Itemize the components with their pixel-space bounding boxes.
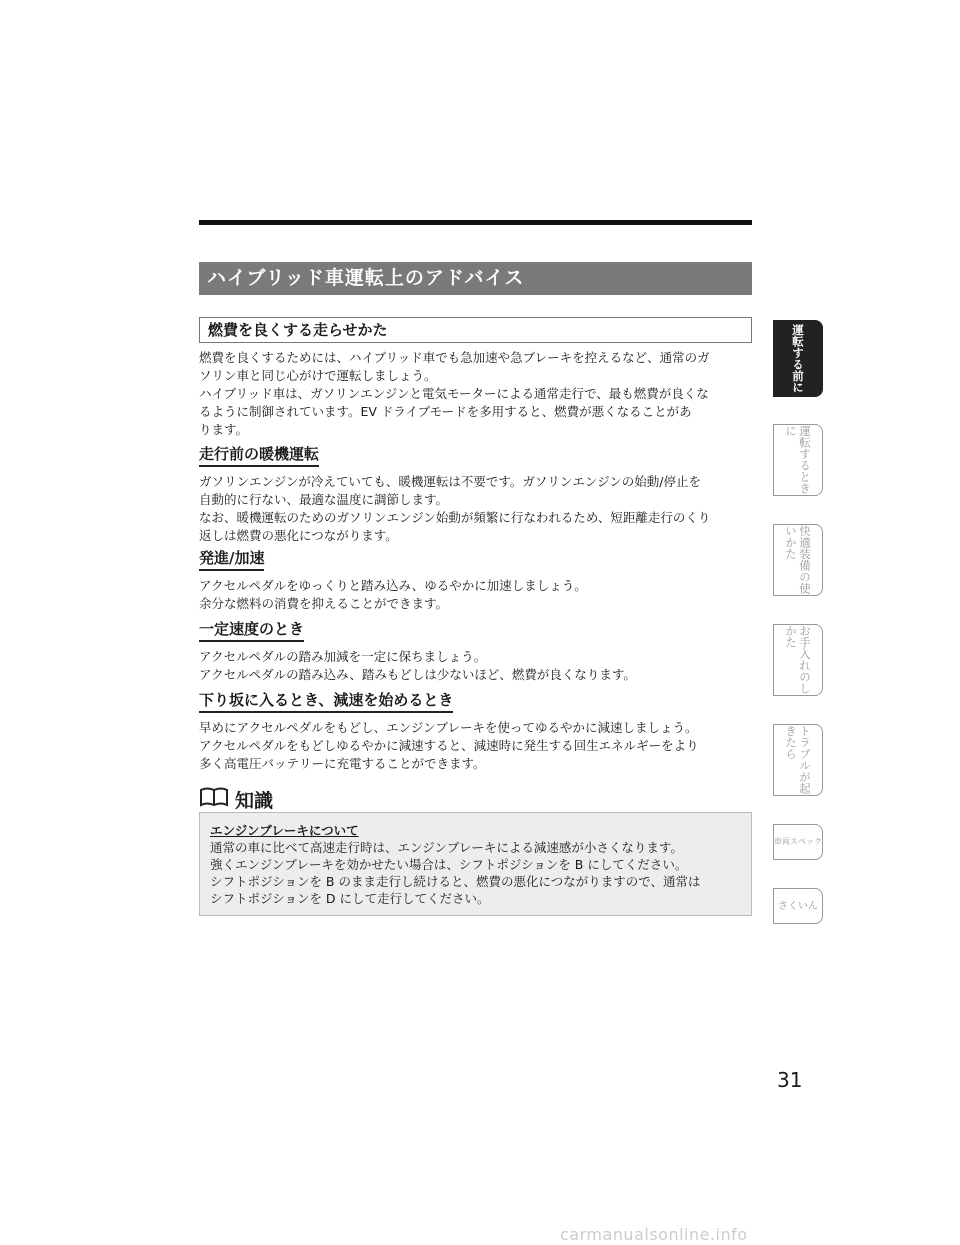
knowledge-line: シフトポジションを B のまま走行し続けると、燃費の悪化につながりますので、通常は [210,874,701,889]
topic-body-decel [199,719,759,773]
body-line: なお、暖機運転のためのガソリンエンジン始動が頻繁に行なわれるため、短距離走行のくり [199,510,711,525]
body-line: アクセルペダルをゆっくりと踏み込み、ゆるやかに加速しましょう。 [199,578,587,593]
intro-line: ソリン車と同じ心がけで運転しましょう。 [199,368,437,383]
subsection-title: 燃費を良くする走らせかた [199,317,752,343]
body-line: 返しは燃費の悪化につながります。 [199,528,398,543]
body-line: 自動的に行ない、最適な温度に調節します。 [199,492,449,507]
knowledge-title [199,786,273,813]
tab-index[interactable]: さくいん [773,888,823,924]
topic-heading-start: 発進/加速 [199,548,264,571]
tab-before-driving[interactable]: 運転する前に [773,320,823,397]
tab-troubleshooting[interactable]: トラブルが起きたら [773,724,823,796]
body-line: 多く高電圧バッテリーに充電することができます。 [199,756,486,771]
topic-heading-decel: 下り坂に入るとき、減速を始めるとき [199,690,453,713]
topic-body-cruise [199,648,759,684]
intro-line: るように制御されています。EV ドライブモードを多用すると、燃費が悪くなることがあ [199,404,692,419]
knowledge-line: シフトポジションを D にして走行してください。 [210,891,490,906]
book-icon [199,786,229,813]
topic-heading-cruise: 一定速度のとき [199,619,304,642]
body-line: アクセルペダルをもどしゆるやかに減速すると、減速時に発生する回生エネルギーをより [199,738,699,753]
body-line: アクセルペダルの踏み込み、踏みもどしは少ないほど、燃費が良くなります。 [199,667,636,682]
section-title: ハイブリッド車運転上のアドバイス [199,262,752,295]
intro-line: ハイブリッド車は、ガソリンエンジンと電気モーターによる通常走行で、最も燃費が良くな [199,386,709,401]
body-line: アクセルペダルの踏み加減を一定に保ちましょう。 [199,649,487,664]
tab-specifications[interactable]: 車両スペック [773,824,823,860]
intro-line: ります。 [199,422,249,437]
footer-watermark: carmanualsonline.info [560,1225,748,1244]
body-line: 余分な燃料の消費を抑えることができます。 [199,596,449,611]
body-line: 早めにアクセルペダルをもどし、エンジンブレーキを使ってゆるやかに減速しましょう。 [199,720,698,735]
knowledge-heading: エンジンブレーキについて [210,823,359,838]
topic-heading-warmup: 走行前の暖機運転 [199,444,319,467]
page-number: 31 [777,1068,803,1092]
tab-while-driving[interactable]: 運転するときに [773,424,823,496]
knowledge-line: 通常の車に比べて高速走行時は、エンジンブレーキによる減速感が小さくなります。 [210,840,683,855]
intro-line: 燃費を良くするためには、ハイブリッド車でも急加速や急ブレーキを控えるなど、通常のガ [199,350,710,365]
body-line: ガソリンエンジンが冷えていても、暖機運転は不要です。ガソリンエンジンの始動/停止を [199,474,701,489]
tab-comfort-equipment[interactable]: 快適装備の使いかた [773,524,823,596]
knowledge-label: 知識 [235,790,274,812]
tab-maintenance[interactable]: お手入れのしかた [773,624,823,696]
intro-paragraph [199,349,759,439]
top-rule [199,220,752,225]
topic-body-warmup [199,473,759,545]
knowledge-line: 強くエンジンブレーキを効かせたい場合は、シフトポジションを B にしてください。 [210,857,688,872]
topic-body-start [199,577,759,613]
knowledge-box [199,812,752,916]
